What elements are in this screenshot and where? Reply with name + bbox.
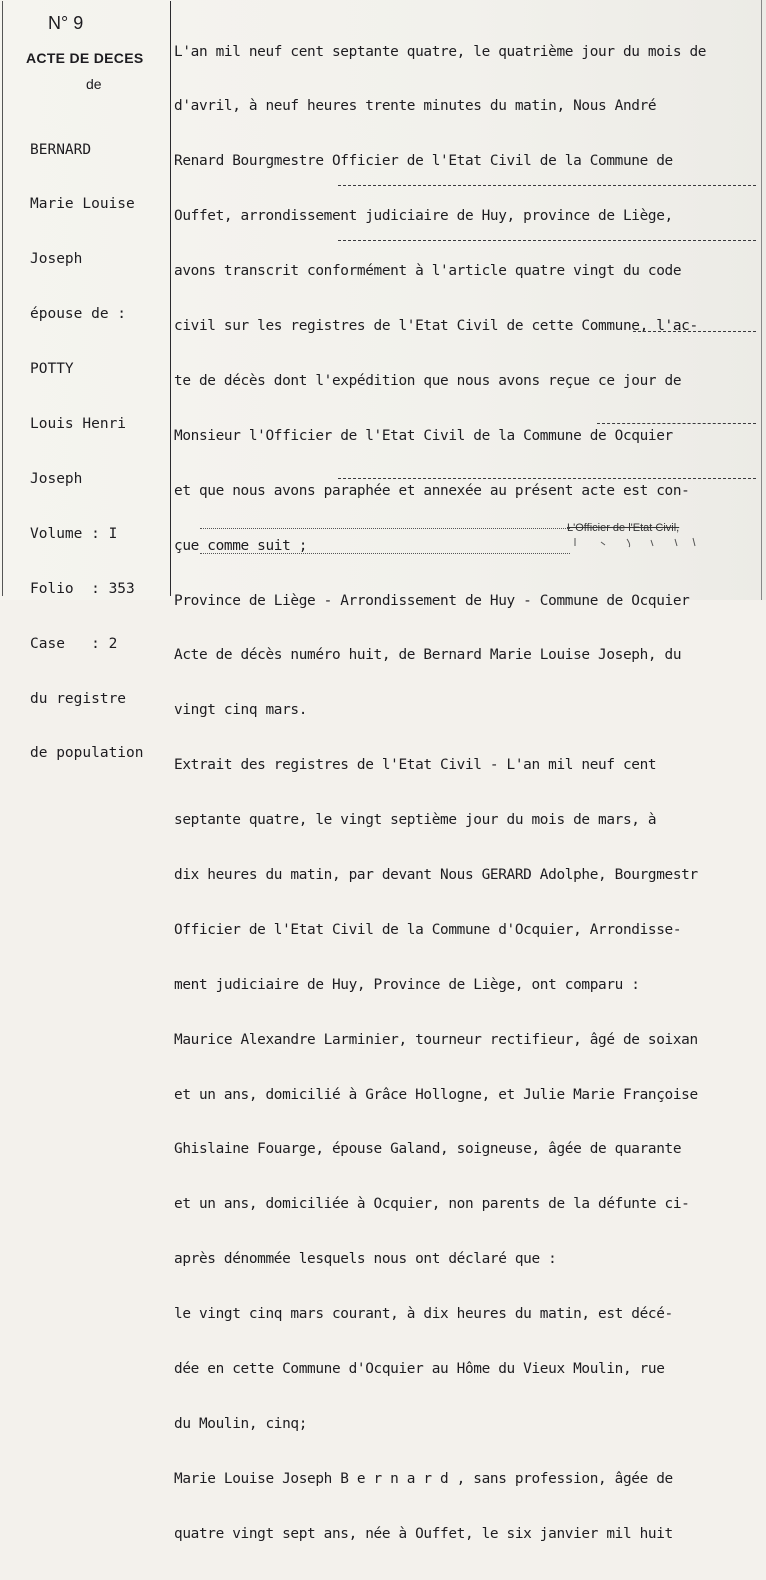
filler-dash [338, 240, 756, 241]
handwritten-marks-icon [571, 536, 701, 548]
given-names-1: Marie Louise [30, 196, 135, 213]
signature-label: L'Officier de l'Etat Civil, [567, 522, 680, 534]
surname: BERNARD [30, 141, 92, 158]
body-line: civil sur les registres de l'Etat Civil de cette Commune, l'ac- [174, 318, 698, 335]
body-line: Monsieur l'Officier de l'Etat Civil de la Commune de Ocquier [174, 427, 673, 444]
filler-dash [338, 478, 756, 479]
registry-line-1: du registre [30, 690, 127, 707]
body-line: quatre vingt sept ans, née à Ouffet, le six janvier mil huit [174, 1525, 673, 1542]
body-line: et que nous avons paraphée et annexée au présent acte est con- [174, 482, 690, 499]
body-line: çue comme suit ; [174, 537, 308, 554]
body-line: Maurice Alexandre Larminier, tourneur rectifieur, âgé de soixan [174, 1031, 698, 1048]
body-line: dée en cette Commune d'Ocquier au Hôme du Vieux Moulin, rue [174, 1360, 665, 1377]
spouse-names-1: Louis Henri [30, 416, 127, 433]
body-line: d'avril, à neuf heures trente minutes du matin, Nous André [174, 98, 657, 115]
body-line: Acte de décès numéro huit, de Bernard Marie Louise Joseph, du [174, 647, 682, 664]
filler-dash [597, 423, 756, 424]
act-number: N° 9 [48, 13, 84, 33]
signature-scribble [571, 536, 701, 550]
spouse-label: épouse de : [30, 306, 127, 323]
body-line: et un ans, domiciliée à Ocquier, non parents de la défunte ci- [174, 1196, 690, 1213]
body-line: Ouffet, arrondissement judiciaire de Huy, province de Liège, [174, 208, 673, 225]
act-body [174, 6, 759, 1580]
body-line: te de décès dont l'expédition que nous avons reçue ce jour de [174, 372, 682, 389]
body-line: Officier de l'Etat Civil de la Commune d'Ocquier, Arrondisse- [174, 921, 682, 938]
body-line: dix heures du matin, par devant Nous GERARD Adolphe, Bourgmestr [174, 866, 698, 883]
body-line: septante quatre, le vingt septième jour du mois de mars, à [174, 812, 657, 829]
body-line: et un ans, domicilié à Grâce Hollogne, et Julie Marie Françoise [174, 1086, 698, 1103]
act-title: ACTE DE DECES [26, 50, 144, 66]
body-line: L'an mil neuf cent septante quatre, le quatrième jour du mois de [174, 43, 707, 60]
filler-dash [338, 185, 756, 186]
body-line: Extrait des registres de l'Etat Civil - L'an mil neuf cent [174, 757, 657, 774]
body-line: Ghislaine Fouarge, épouse Galand, soigneuse, âgée de quarante [174, 1141, 682, 1158]
body-line: Marie Louise Joseph B e r n a r d , sans profession, âgée de [174, 1470, 673, 1487]
body-line: Province de Liège - Arrondissement de Huy - Commune de Ocquier [174, 592, 690, 609]
body-line: Renard Bourgmestre Officier de l'Etat Civil de la Commune de [174, 153, 673, 170]
signature-dotted-line [200, 528, 570, 529]
registry-line-2: de population [30, 745, 144, 762]
right-border [761, 0, 762, 600]
case-line: Case : 2 [30, 635, 118, 652]
volume-line: Volume : I [30, 525, 118, 542]
body-line: le vingt cinq mars courant, à dix heures du matin, est décé- [174, 1306, 673, 1323]
given-names-2: Joseph [30, 251, 83, 268]
signature-dotted-line [200, 553, 570, 554]
body-line: avons transcrit conformément à l'article quatre vingt du code [174, 263, 682, 280]
body-line: après dénommée lesquels nous ont déclaré que : [174, 1251, 557, 1268]
spouse-names-2: Joseph [30, 470, 83, 487]
signature-lines [200, 528, 570, 578]
spouse-surname: POTTY [30, 361, 74, 378]
folio-line: Folio : 353 [30, 580, 135, 597]
body-line: du Moulin, cinq; [174, 1415, 308, 1432]
act-title-de: de [86, 76, 102, 92]
body-line: ment judiciaire de Huy, Province de Liège, ont comparu : [174, 976, 640, 993]
filler-dash [633, 331, 756, 332]
margin-details [30, 104, 144, 799]
body-line: vingt cinq mars. [174, 702, 308, 719]
